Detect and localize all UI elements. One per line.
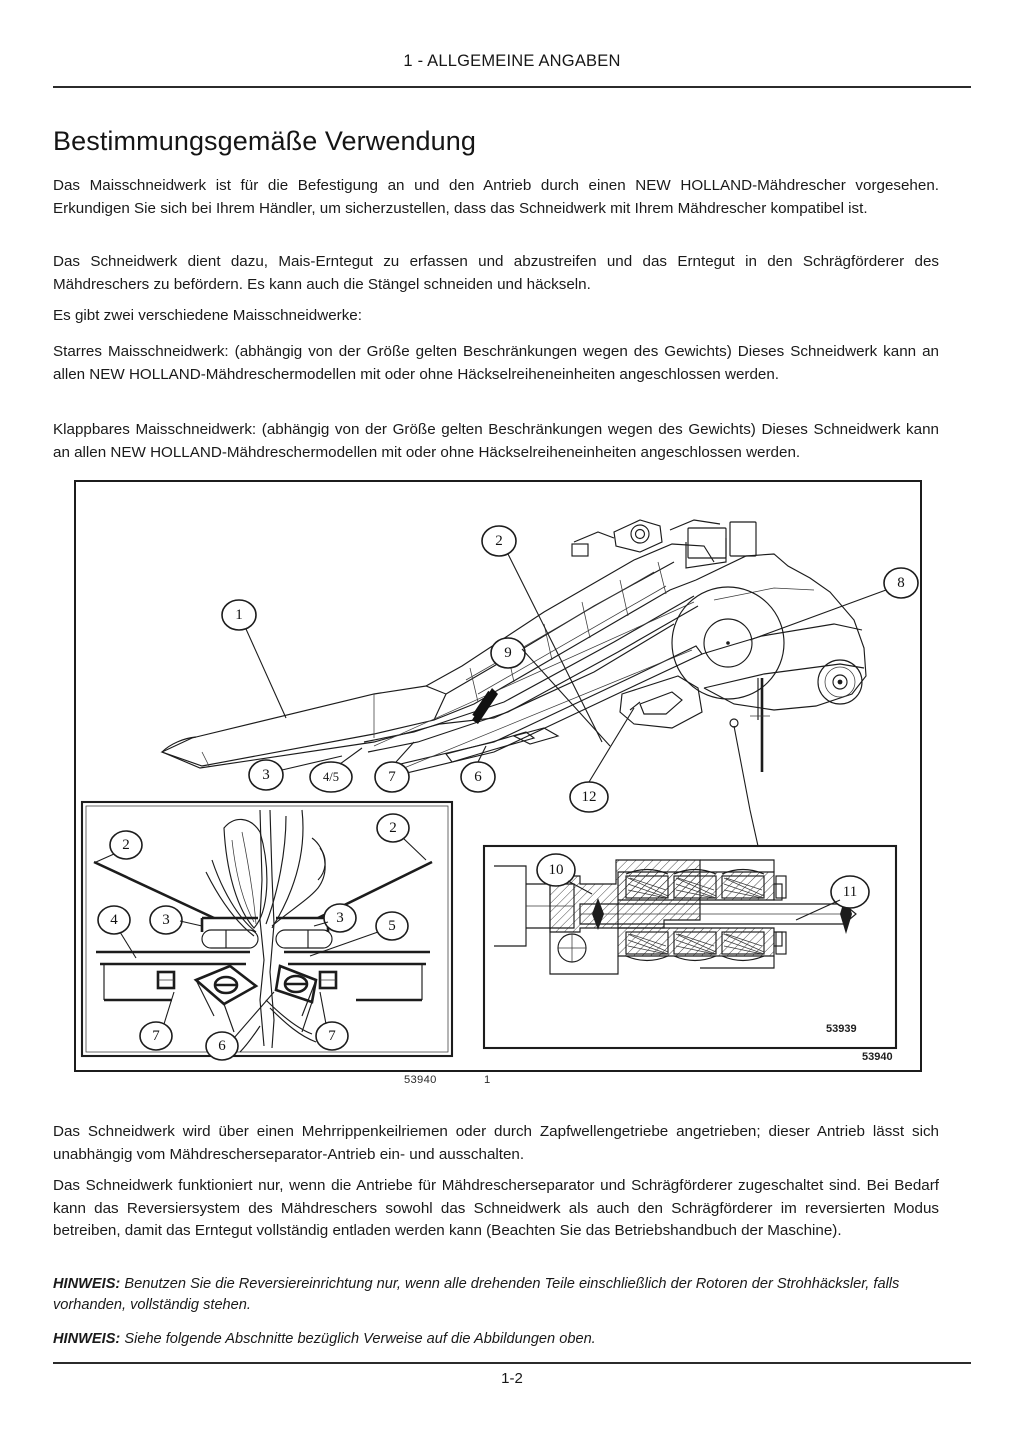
paragraph-reversing-system: Das Schneidwerk funktioniert nur, wenn die Antriebe für Mähdrescherseparator und Schrägförderer zugeschaltet sind. Bei Bedarf kann das Reversiersystem des Mähdreschers sowohl das Schneidwerk als auch den Schrägförderer im reversierten Modus betreiben, damit das Erntegut vollständig entladen werden kann (Beachten Sie das Betriebshandbuch der Maschine).	[53, 1177, 939, 1240]
paragraph-two-types: Es gibt zwei verschiedene Maisschneidwerke:	[53, 307, 362, 325]
svg-text:2: 2	[389, 820, 397, 836]
figure-technical-drawing	[74, 480, 922, 1072]
footer-rule	[53, 1362, 971, 1364]
paragraph-intro: Das Maisschneidwerk ist für die Befestigung an und den Antrieb durch einen NEW HOLLAND-Mähdrescher vorgesehen. Erkundigen Sie sich bei Ihrem Händler, um sicherzustellen, dass das Schneidwerk mit Ihrem Mähdrescher kompatibel ist.	[53, 177, 939, 217]
svg-text:4/5: 4/5	[323, 770, 339, 784]
page-title: Bestimmungsgemäße Verwendung	[53, 126, 477, 157]
figure-inner-code-outer: 53940	[862, 1051, 893, 1063]
svg-text:7: 7	[328, 1028, 336, 1044]
svg-text:6: 6	[474, 769, 482, 785]
running-head: 1 - ALLGEMEINE ANGABEN	[403, 52, 621, 70]
svg-text:3: 3	[162, 912, 170, 928]
callout-4-5	[310, 748, 362, 792]
svg-text:1: 1	[235, 607, 243, 623]
page-number: 1-2	[501, 1370, 523, 1387]
figure-caption	[74, 1074, 634, 1086]
callout-8	[750, 568, 918, 640]
note-see-sections	[53, 1329, 939, 1351]
note-text: Benutzen Sie die Reversiereinrichtung nur, wenn alle drehenden Teile einschließlich der Rotoren der Strohhäcksler, falls vorhanden, vollständig stehen.	[53, 1275, 900, 1314]
svg-text:8: 8	[897, 575, 905, 591]
figure-line-art	[74, 480, 922, 1072]
paragraph-function: Das Schneidwerk dient dazu, Mais-Erntegut zu erfassen und abzustreifen und das Erntegut in den Schrägförderer des Mähdreschers zu befördern. Es kann auch die Stängel schneiden und häckseln.	[53, 253, 939, 293]
callout-group-main	[222, 526, 918, 812]
svg-text:12: 12	[581, 789, 597, 805]
note-label: HINWEIS:	[53, 1330, 121, 1347]
svg-text:11: 11	[842, 884, 858, 900]
callout-12	[570, 708, 634, 812]
paragraph-rigid-header: Starres Maisschneidwerk: (abhängig von der Größe gelten Beschränkungen wegen des Gewichts) Dieses Schneidwerk kann an allen NEW HOLLAND-Mähdreschermodellen mit oder ohne Häckselreiheneinheiten angeschlossen werden.	[53, 343, 939, 383]
figure-inner-code-right: 53939	[826, 1023, 857, 1035]
figure-caption-code: 53940	[404, 1074, 437, 1086]
header-rule	[53, 86, 971, 88]
svg-text:4: 4	[110, 912, 118, 928]
svg-text:3: 3	[336, 910, 344, 926]
callout-1	[222, 600, 286, 718]
svg-text:9: 9	[504, 645, 512, 661]
svg-text:10: 10	[548, 862, 564, 878]
svg-text:6: 6	[218, 1038, 226, 1054]
note-text: Siehe folgende Abschnitte bezüglich Verweise auf die Abbildungen oben.	[120, 1330, 596, 1347]
svg-text:3: 3	[262, 767, 270, 783]
svg-text:2: 2	[122, 837, 130, 853]
svg-text:2: 2	[495, 533, 503, 549]
note-reversing-safety	[53, 1274, 939, 1317]
svg-text:7: 7	[152, 1028, 160, 1044]
figure-caption-number: 1	[484, 1074, 491, 1086]
svg-text:5: 5	[388, 918, 396, 934]
paragraph-folding-header: Klappbares Maisschneidwerk: (abhängig von der Größe gelten Beschränkungen wegen des Gewichts) Dieses Schneidwerk kann an allen NEW HOLLAND-Mähdreschermodellen mit oder ohne Häckselreiheneinheiten angeschlossen werden.	[53, 421, 939, 461]
header-assembly-drawing	[162, 520, 866, 846]
note-label: HINWEIS:	[53, 1275, 121, 1292]
gearbox-section-panel	[484, 846, 896, 1048]
svg-text:7: 7	[388, 769, 396, 785]
paragraph-drive-belt: Das Schneidwerk wird über einen Mehrrippenkeilriemen oder durch Zapfwellengetriebe angetrieben; dieser Antrieb lässt sich unabhängig vom Mähdrescherseparator-Antrieb ein- und ausschalten.	[53, 1123, 939, 1163]
row-unit-panel	[82, 802, 452, 1060]
